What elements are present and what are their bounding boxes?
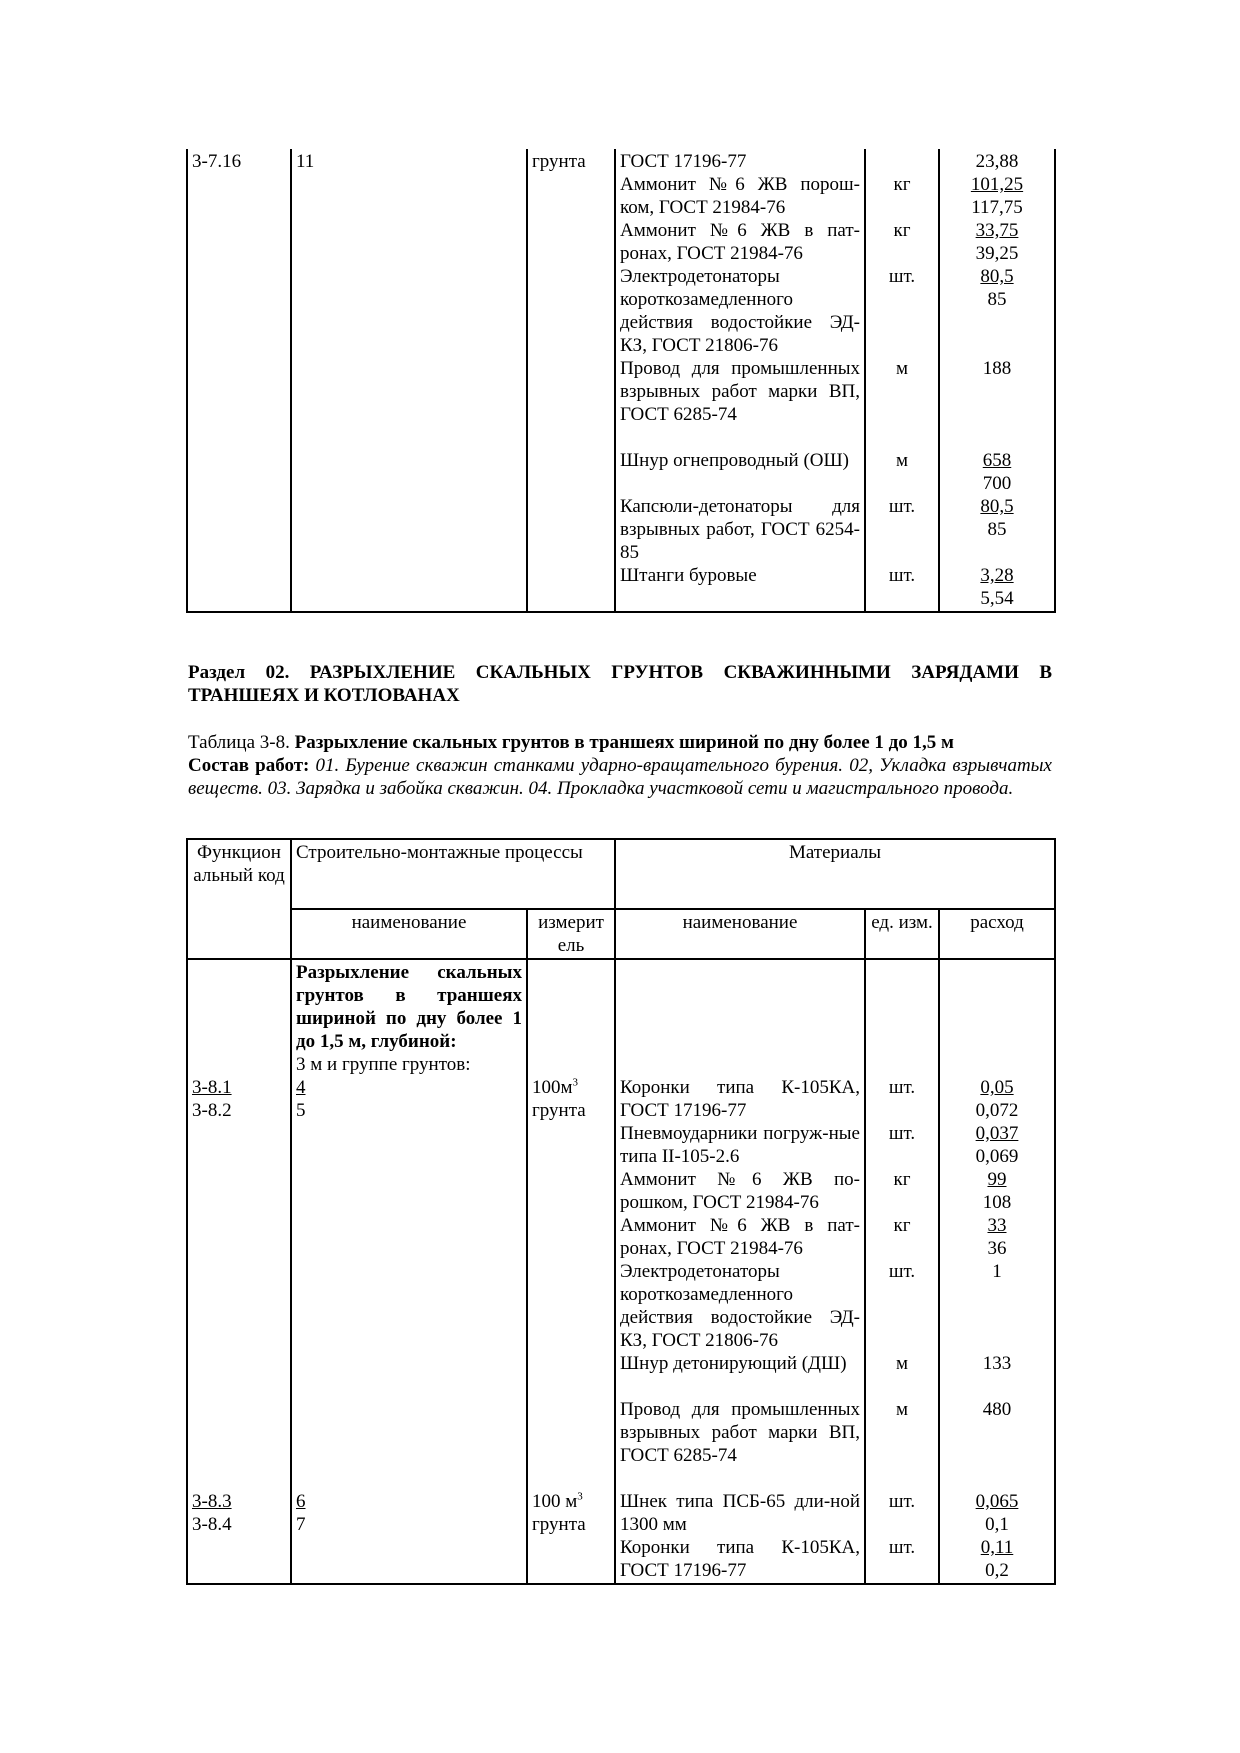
meter-value: грунта bbox=[532, 1514, 586, 1535]
consumption-value: 0,2 bbox=[985, 1560, 1009, 1581]
consumption-value: 117,75 bbox=[971, 197, 1023, 218]
material-unit: шт. bbox=[888, 1261, 916, 1282]
consumption-value: 108 bbox=[982, 1192, 1012, 1213]
works-composition bbox=[188, 754, 1052, 800]
row-code: 3-8.1 bbox=[192, 1077, 232, 1098]
codes-cell bbox=[187, 959, 291, 1584]
works-label: Состав работ: bbox=[188, 755, 310, 776]
table-title-line bbox=[188, 731, 1052, 754]
consumption-value: 658 bbox=[982, 450, 1012, 471]
process-number: 7 bbox=[296, 1514, 306, 1535]
material-unit: м bbox=[895, 450, 909, 471]
process-number: 4 bbox=[296, 1077, 306, 1098]
material-name: Коронки типа К-105КА, ГОСТ 17196-77 bbox=[620, 1077, 860, 1121]
table-caption bbox=[188, 731, 1052, 800]
row-code: 3-8.3 bbox=[192, 1491, 232, 1512]
material-name: Электродетонаторы короткозамедленного действия водостойкие ЭД-КЗ, ГОСТ 21806-76 bbox=[620, 1261, 860, 1351]
group-title: Разрыхление скальных грунтов в траншеях шириной по дну более 1 до 1,5 м, глубиной: bbox=[296, 962, 522, 1052]
material-unit: м bbox=[895, 358, 909, 379]
material-name: Аммонит №6 ЖВ в пат-ронах, ГОСТ 21984-76 bbox=[620, 220, 860, 264]
material-name: Провод для промышленных взрывных работ марки ВП, ГОСТ 6285-74 bbox=[620, 358, 860, 425]
material-name: Капсюли-детонаторы для взрывных работ, ГОСТ 6254-85 bbox=[620, 496, 860, 563]
material-name: Аммонит №6 ЖВ порош-ком, ГОСТ 21984-76 bbox=[620, 174, 860, 218]
header-code: Функцион альный код bbox=[187, 839, 291, 959]
material-name: Коронки типа К-105КА, ГОСТ 17196-77 bbox=[620, 1537, 860, 1581]
consumption-value: 0,037 bbox=[975, 1123, 1019, 1144]
material-unit: кг bbox=[893, 174, 911, 195]
consumption-value: 188 bbox=[982, 358, 1012, 379]
material-name: Шнек типа ПСБ-65 дли-ной 1300 мм bbox=[620, 1491, 860, 1535]
material-name: Аммонит №6 ЖВ по-рошком, ГОСТ 21984-76 bbox=[620, 1169, 860, 1213]
material-names-cell bbox=[615, 959, 865, 1584]
units-cell bbox=[865, 959, 939, 1584]
consumption-value: 36 bbox=[987, 1238, 1007, 1259]
consumption-value: 133 bbox=[982, 1353, 1012, 1374]
header-material-name: наименование bbox=[615, 909, 865, 959]
table-title: Разрыхление скальных грунтов в траншеях шириной по дну более 1 до 1,5 м bbox=[294, 732, 954, 753]
section-heading: Раздел 02. РАЗРЫХЛЕНИЕ СКАЛЬНЫХ ГРУНТОВ СКВАЖИННЫМИ ЗАРЯДАМИ В ТРАНШЕЯХ И КОТЛОВАНАХ bbox=[188, 662, 1052, 706]
row-code: 3-8.2 bbox=[192, 1100, 232, 1121]
meter-value: грунта bbox=[532, 1100, 586, 1121]
material-unit: м bbox=[895, 1399, 909, 1420]
consumption-value: 3,28 bbox=[980, 565, 1014, 586]
consumption-value: 0,069 bbox=[975, 1146, 1019, 1167]
material-name: Провод для промышленных взрывных работ марки ВП, ГОСТ 6285-74 bbox=[620, 1399, 860, 1466]
works-text: 01. Бурение скважин станками ударно-вращательного бурения. 02, Укладка взрывчатых веществ. 03. Зарядка и забойка скважин. 04. Прокладка участковой сети и магистрального провода. bbox=[188, 755, 1052, 799]
process-names-cell bbox=[291, 959, 527, 1584]
meter-value: 100 $м^3$ bbox=[532, 1490, 583, 1512]
material-unit: кг bbox=[893, 1215, 911, 1236]
consumption-value: 23,88 bbox=[975, 151, 1019, 172]
meter-value: $100м^3$ bbox=[532, 1076, 579, 1098]
code-cell: 3-7.16 bbox=[187, 149, 291, 612]
material-name: ГОСТ 17196-77 bbox=[620, 151, 747, 172]
material-name: Аммонит №6 ЖВ в пат-ронах, ГОСТ 21984-76 bbox=[620, 1215, 860, 1259]
consumption-value: 101,25 bbox=[970, 174, 1024, 195]
materials-name-cell bbox=[615, 149, 865, 612]
material-name: Штанги буровые bbox=[620, 565, 757, 586]
meters-cell bbox=[527, 959, 615, 1584]
consumption-value: 39,25 bbox=[975, 243, 1019, 264]
material-unit: м bbox=[895, 1353, 909, 1374]
table-3-7-continuation bbox=[186, 149, 1056, 613]
consumption-value: 5,54 bbox=[980, 588, 1014, 609]
material-unit: шт. bbox=[888, 1077, 916, 1098]
consumption-value: 80,5 bbox=[980, 266, 1014, 287]
header-meter: измерит ель bbox=[527, 909, 615, 959]
material-unit: шт. bbox=[888, 1491, 916, 1512]
material-name: Шнур огнепроводный (ОШ) bbox=[620, 450, 850, 471]
material-unit: шт. bbox=[888, 266, 916, 287]
consumption-value: 85 bbox=[987, 519, 1007, 540]
row-code: 3-8.4 bbox=[192, 1514, 232, 1535]
consumption-value: 0,05 bbox=[980, 1077, 1014, 1098]
consumption-cell bbox=[939, 149, 1055, 612]
consumption-value: 33 bbox=[987, 1215, 1007, 1236]
consumption-value: 85 bbox=[987, 289, 1007, 310]
process-number: 5 bbox=[296, 1100, 306, 1121]
header-processes: Строительно-монтажные процессы bbox=[291, 839, 615, 909]
group-subtitle: 3 м и группе грунтов: bbox=[296, 1054, 471, 1075]
consumption-value: 0,072 bbox=[975, 1100, 1019, 1121]
material-unit: шт. bbox=[888, 496, 916, 517]
unit-cell bbox=[865, 149, 939, 612]
header-consumption: расход bbox=[939, 909, 1055, 959]
material-unit: шт. bbox=[888, 1537, 916, 1558]
consumption-value: 0,11 bbox=[980, 1537, 1014, 1558]
table-number: Таблица 3-8. bbox=[188, 732, 290, 753]
material-name: Электродетонаторы короткозамедленного действия водостойкие ЭД-КЗ, ГОСТ 21806-76 bbox=[620, 266, 860, 356]
process-number: 6 bbox=[296, 1491, 306, 1512]
header-unit: ед. изм. bbox=[865, 909, 939, 959]
consumption-value: 33,75 bbox=[975, 220, 1019, 241]
header-process-name: наименование bbox=[291, 909, 527, 959]
consumption-value: 0,1 bbox=[985, 1514, 1009, 1535]
consumption-value: 480 bbox=[982, 1399, 1012, 1420]
material-name: Пневмоударники погруж-ные типа II-105-2.6 bbox=[620, 1123, 860, 1167]
consumption-cell bbox=[939, 959, 1055, 1584]
consumption-value: 1 bbox=[992, 1261, 1002, 1282]
meter-cell: грунта bbox=[527, 149, 615, 612]
process-number-cell: 11 bbox=[291, 149, 527, 612]
material-name: Шнур детонирующий (ДШ) bbox=[620, 1353, 847, 1374]
consumption-value: 80,5 bbox=[980, 496, 1014, 517]
consumption-value: 700 bbox=[982, 473, 1012, 494]
header-materials: Материалы bbox=[615, 839, 1055, 909]
table-3-8 bbox=[186, 838, 1056, 1585]
material-unit: кг bbox=[893, 1169, 911, 1190]
material-unit: шт. bbox=[888, 565, 916, 586]
consumption-value: 0,065 bbox=[975, 1491, 1019, 1512]
material-unit: кг bbox=[893, 220, 911, 241]
consumption-value: 99 bbox=[987, 1169, 1007, 1190]
material-unit: шт. bbox=[888, 1123, 916, 1144]
